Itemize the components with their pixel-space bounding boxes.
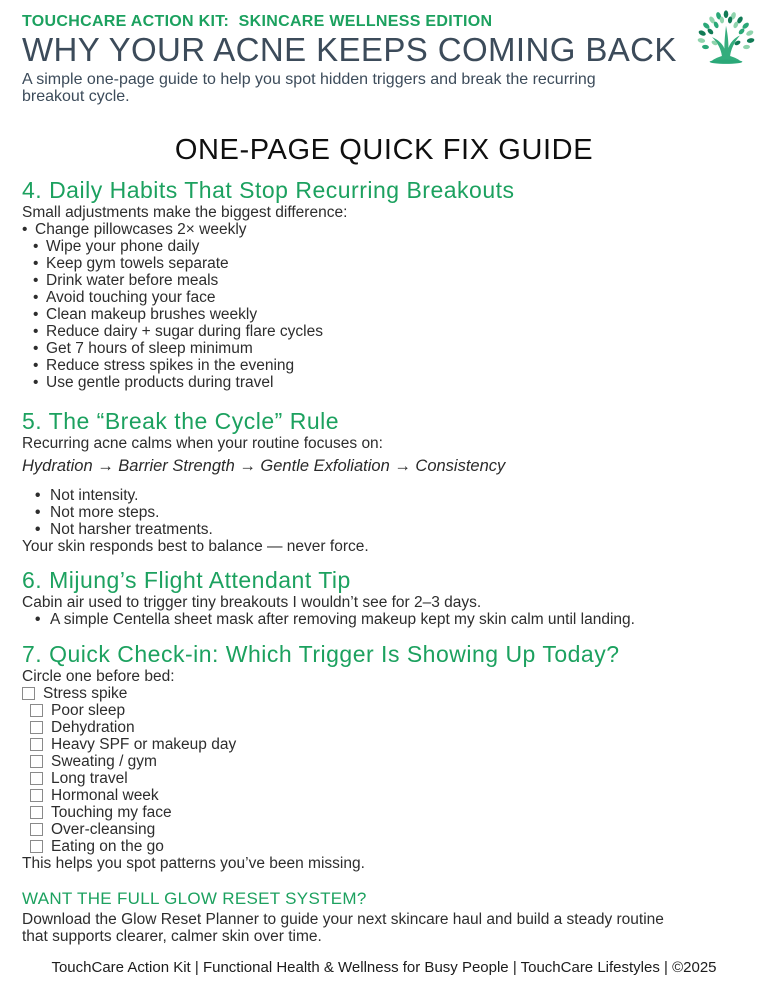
bullet-icon: • [33, 272, 39, 289]
checklist-item [30, 702, 746, 719]
list-item: • Get 7 hours of sleep minimum [33, 340, 253, 357]
bullet-icon: • [33, 306, 39, 323]
checklist-item [30, 804, 746, 821]
section-heading: 4. Daily Habits That Stop Recurring Breakouts [22, 177, 515, 203]
section-daily-habits [22, 178, 746, 391]
bullet-icon: • [35, 521, 41, 538]
checklist-item [22, 685, 746, 702]
bullet-icon: • [33, 374, 39, 391]
section-quick-checkin [22, 642, 746, 872]
cta-heading: WANT THE FULL GLOW RESET SYSTEM? [22, 889, 367, 908]
checklist-item [30, 736, 746, 753]
section-heading: 7. Quick Check-in: Which Trigger Is Showing Up Today? [22, 641, 620, 667]
checkbox[interactable] [30, 755, 43, 768]
bullet-icon: • [35, 611, 41, 628]
bullet-icon: • [33, 289, 39, 306]
checklist-item [30, 719, 746, 736]
cta-block [22, 889, 746, 945]
list-item: • A simple Centella sheet mask after removing makeup kept my skin calm until landing. [35, 611, 635, 628]
section-intro: Recurring acne calms when your routine focuses on: [22, 435, 383, 452]
header [22, 12, 746, 105]
bullet-icon: • [35, 504, 41, 521]
list-item: • Clean makeup brushes weekly [33, 306, 258, 323]
section-outro: This helps you spot patterns you’ve been missing. [22, 855, 365, 872]
checklist-label: Touching my face [51, 804, 172, 821]
trigger-checklist [22, 685, 746, 855]
checkbox[interactable] [30, 840, 43, 853]
section-heading: 6. Mijung’s Flight Attendant Tip [22, 567, 351, 593]
checklist-item [30, 821, 746, 838]
list-item: • Keep gym towels separate [33, 255, 229, 272]
section-intro: Small adjustments make the biggest difference: [22, 204, 348, 221]
footer-text: TouchCare Action Kit | Functional Health & Wellness for Busy People | TouchCare Lifestyles | ©2025 [51, 959, 717, 976]
checkbox[interactable] [22, 687, 35, 700]
list-item: • Not more steps. [35, 504, 160, 521]
checkbox[interactable] [30, 704, 43, 717]
checklist-label: Stress spike [43, 685, 128, 702]
checkbox[interactable] [30, 823, 43, 836]
section-flight-attendant-tip [22, 568, 746, 628]
bullet-icon: • [33, 323, 39, 340]
checklist-label: Over-cleansing [51, 821, 156, 838]
guide-title: ONE-PAGE QUICK FIX GUIDE [174, 134, 594, 166]
tree-logo-icon [694, 6, 758, 70]
list-item: • Reduce stress spikes in the evening [33, 357, 295, 374]
checklist-label: Heavy SPF or makeup day [51, 736, 237, 753]
checkbox[interactable] [30, 772, 43, 785]
section-intro: Circle one before bed: [22, 668, 175, 685]
section-heading: 5. The “Break the Cycle” Rule [22, 408, 340, 434]
routine-flow: Hydration → Barrier Strength → Gentle Exfoliation → Consistency [22, 457, 506, 475]
checklist-item [30, 770, 746, 787]
list-item: • Drink water before meals [33, 272, 219, 289]
list-item: • Change pillowcases 2× weekly [22, 221, 247, 238]
list-item: • Use gentle products during travel [33, 374, 274, 391]
cta-body: Download the Glow Reset Planner to guide your next skincare haul and build a steady routine that supports clearer, calmer skin over time. [22, 911, 664, 945]
page-subtitle: A simple one-page guide to help you spot hidden triggers and break the recurring breakout cycle. [22, 71, 596, 105]
checkbox[interactable] [30, 806, 43, 819]
bullet-icon: • [33, 238, 39, 255]
checklist-label: Sweating / gym [51, 753, 157, 770]
list-item: • Reduce dairy + sugar during flare cycles [33, 323, 323, 340]
section-intro: Cabin air used to trigger tiny breakouts I wouldn’t see for 2–3 days. [22, 594, 482, 611]
checklist-item [30, 787, 746, 804]
section-outro: Your skin responds best to balance — never force. [22, 538, 369, 555]
checklist-label: Long travel [51, 770, 128, 787]
habit-list [22, 221, 746, 391]
bullet-icon: • [22, 221, 28, 238]
bullet-icon: • [33, 255, 39, 272]
checkbox[interactable] [30, 721, 43, 734]
bullet-icon: • [33, 357, 39, 374]
checklist-item [30, 753, 746, 770]
bullet-icon: • [35, 487, 41, 504]
checklist-label: Poor sleep [51, 702, 126, 719]
list-item: • Not intensity. [35, 487, 139, 504]
list-item: • Not harsher treatments. [35, 521, 213, 538]
kicker-text: TOUCHCARE ACTION KIT: SKINCARE WELLNESS EDITION [22, 13, 493, 30]
section-break-the-cycle [22, 409, 746, 555]
checklist-label: Hormonal week [51, 787, 159, 804]
checklist-label: Eating on the go [51, 838, 164, 855]
checkbox[interactable] [30, 738, 43, 751]
bullet-icon: • [33, 340, 39, 357]
cycle-list [22, 487, 746, 538]
list-item: • Avoid touching your face [33, 289, 216, 306]
checklist-item [30, 838, 746, 855]
checkbox[interactable] [30, 789, 43, 802]
list-item: • Wipe your phone daily [33, 238, 200, 255]
checklist-label: Dehydration [51, 719, 135, 736]
page-title: WHY YOUR ACNE KEEPS COMING BACK [22, 31, 677, 68]
